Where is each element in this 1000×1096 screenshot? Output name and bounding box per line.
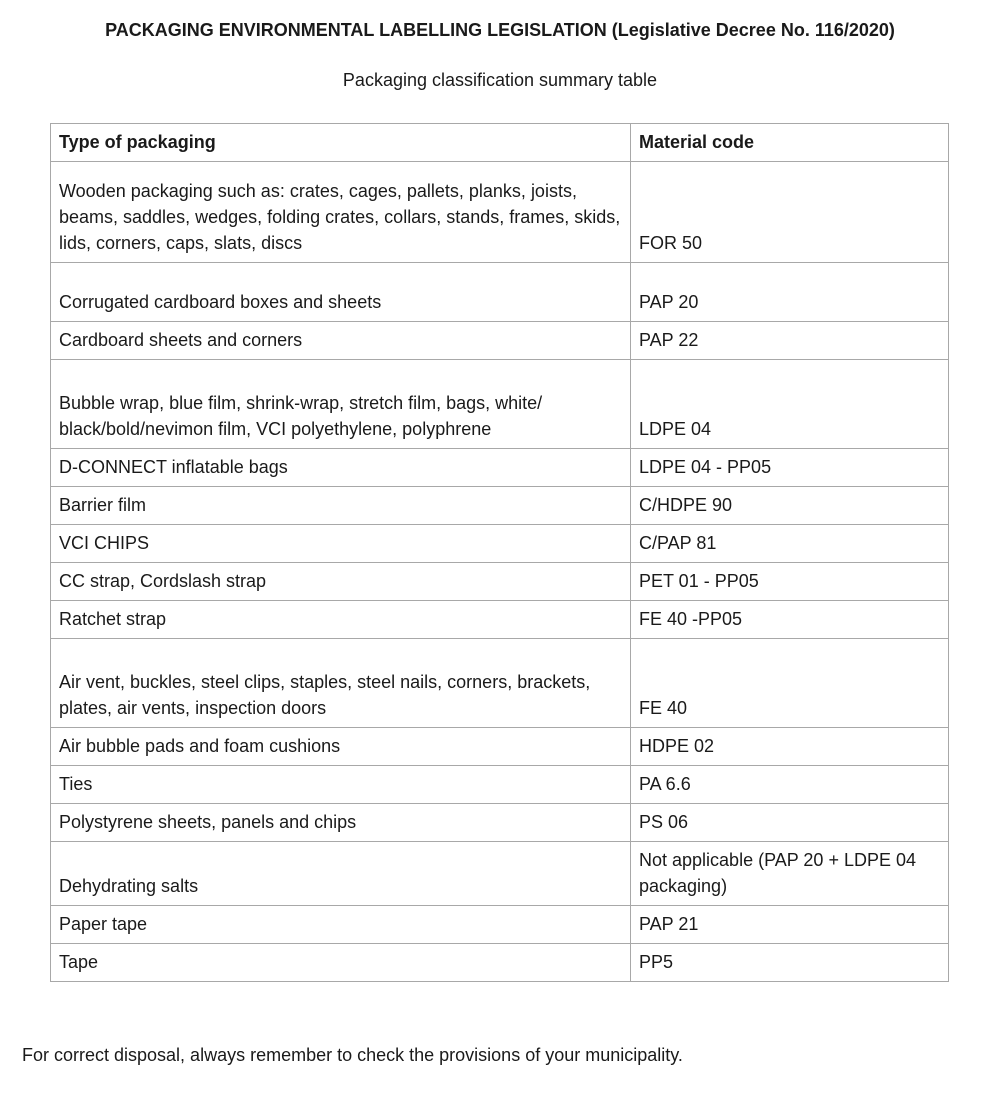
table-row — [51, 449, 949, 487]
table-row — [51, 360, 949, 449]
table-row — [51, 162, 949, 263]
material-code-cell: PAP 20 — [631, 263, 949, 322]
packaging-type-cell: Tape — [51, 944, 631, 982]
disposal-note: For correct disposal, always remember to check the provisions of your municipality. — [22, 1045, 683, 1065]
packaging-type-cell: Cardboard sheets and corners — [51, 322, 631, 360]
packaging-classification-table — [50, 123, 949, 982]
packaging-type-cell: D-CONNECT inflatable bags — [51, 449, 631, 487]
table-row — [51, 842, 949, 906]
packaging-type-cell: Ties — [51, 766, 631, 804]
material-code-cell: PA 6.6 — [631, 766, 949, 804]
packaging-type-cell: Corrugated cardboard boxes and sheets — [51, 263, 631, 322]
header-material-code: Material code — [631, 124, 949, 162]
table-header-row — [51, 124, 949, 162]
packaging-type-cell: Barrier film — [51, 487, 631, 525]
material-code-cell: LDPE 04 - PP05 — [631, 449, 949, 487]
material-code-cell: PP5 — [631, 944, 949, 982]
header-type-of-packaging: Type of packaging — [51, 124, 631, 162]
packaging-type-cell: Air vent, buckles, steel clips, staples, steel nails, corners, brackets, plates, air vents, inspection doors — [51, 639, 631, 728]
table-row — [51, 728, 949, 766]
table-row — [51, 563, 949, 601]
material-code-cell: PET 01 - PP05 — [631, 563, 949, 601]
material-code-cell: Not applicable (PAP 20 + LDPE 04 packaging) — [631, 842, 949, 906]
packaging-type-cell: Ratchet strap — [51, 601, 631, 639]
table-row — [51, 487, 949, 525]
document-title: PACKAGING ENVIRONMENTAL LABELLING LEGISLATION (Legislative Decree No. 116/2020) — [105, 20, 895, 40]
table-row — [51, 263, 949, 322]
table-row — [51, 639, 949, 728]
material-code-cell: C/PAP 81 — [631, 525, 949, 563]
table-row — [51, 906, 949, 944]
packaging-type-cell: Polystyrene sheets, panels and chips — [51, 804, 631, 842]
packaging-type-cell: Bubble wrap, blue film, shrink-wrap, stretch film, bags, white/ black/bold/nevimon film, VCI polyethylene, polyphrene — [51, 360, 631, 449]
packaging-type-cell: Wooden packaging such as: crates, cages, pallets, planks, joists, beams, saddles, wedges, folding crates, collars, stands, frames, skids, lids, corners, caps, slats, discs — [51, 162, 631, 263]
table-row — [51, 944, 949, 982]
material-code-cell: FE 40 -PP05 — [631, 601, 949, 639]
material-code-cell: PS 06 — [631, 804, 949, 842]
material-code-cell: PAP 21 — [631, 906, 949, 944]
packaging-type-cell: Dehydrating salts — [51, 842, 631, 906]
material-code-cell: PAP 22 — [631, 322, 949, 360]
material-code-cell: HDPE 02 — [631, 728, 949, 766]
table-row — [51, 525, 949, 563]
table-row — [51, 601, 949, 639]
packaging-type-cell: Air bubble pads and foam cushions — [51, 728, 631, 766]
packaging-type-cell: VCI CHIPS — [51, 525, 631, 563]
material-code-cell: LDPE 04 — [631, 360, 949, 449]
packaging-type-cell: Paper tape — [51, 906, 631, 944]
packaging-type-cell: CC strap, Cordslash strap — [51, 563, 631, 601]
table-row — [51, 804, 949, 842]
material-code-cell: FOR 50 — [631, 162, 949, 263]
material-code-cell: FE 40 — [631, 639, 949, 728]
table-row — [51, 766, 949, 804]
document-subtitle: Packaging classification summary table — [342, 70, 658, 90]
material-code-cell: C/HDPE 90 — [631, 487, 949, 525]
table-row — [51, 322, 949, 360]
